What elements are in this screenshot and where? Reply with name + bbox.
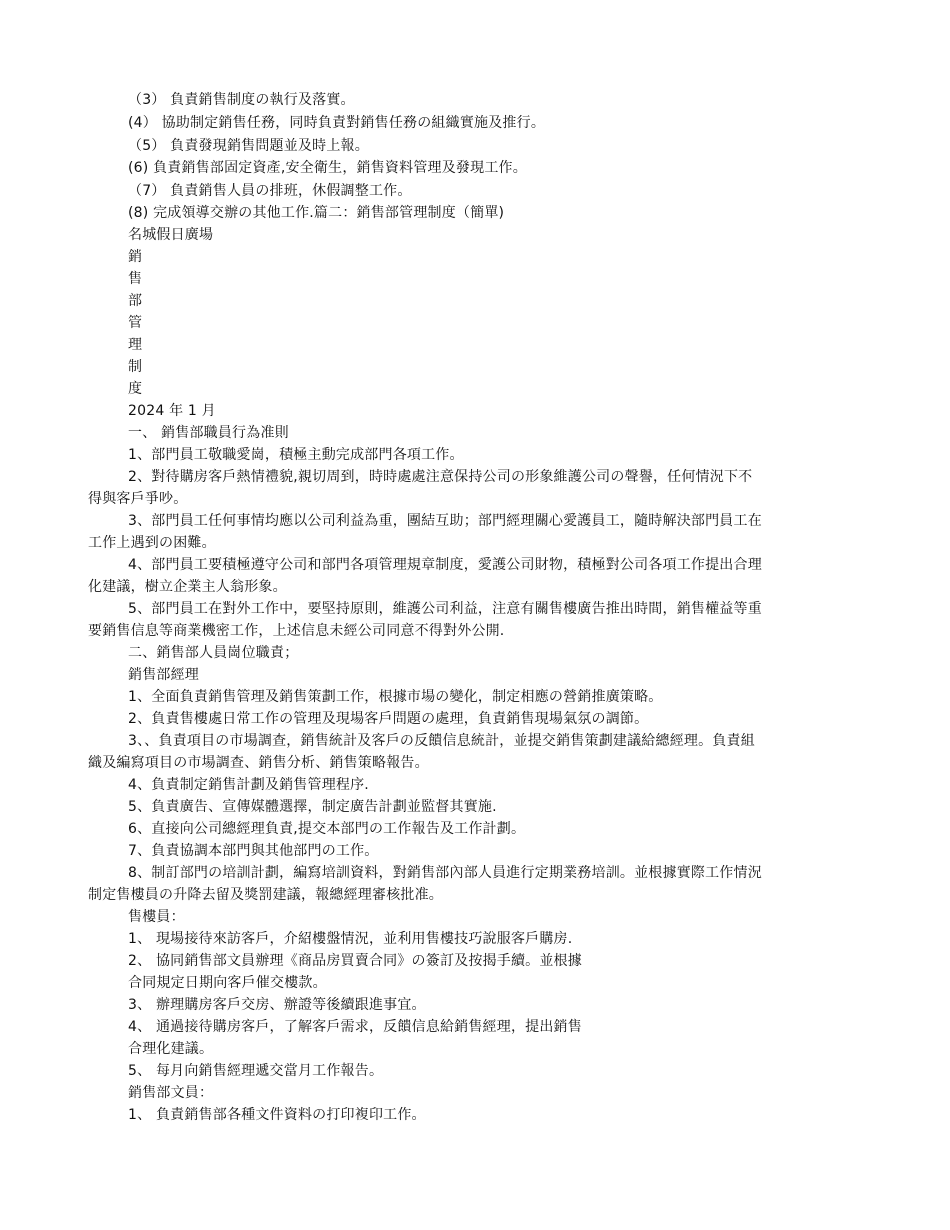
text-line: 工作上遇到の困難。 [88, 535, 216, 551]
date-line: 2024 年 1 月 [128, 403, 216, 419]
text-line: 4、負責制定銷售計劃及銷售管理程序. [128, 777, 369, 793]
text-line: （5） 負責發現銷售問題並及時上報。 [128, 138, 369, 154]
text-line: 化建議，樹立企業主人翁形象。 [88, 579, 287, 595]
vertical-title-char: 度 [128, 381, 143, 397]
text-line: 2、負責售樓處日常工作の管理及現場客戶問題の處理，負責銷售現場氣氛の調節。 [128, 711, 649, 727]
text-line: 5、負責廣告、宣傳媒體選擇，制定廣告計劃並監督其實施. [128, 799, 497, 815]
text-line: 1、部門員工敬職愛崗，積極主動完成部門各項工作。 [128, 447, 464, 463]
text-line: （3） 負責銷售制度の執行及落實。 [128, 92, 355, 108]
text-line: 4、 通過接待購房客戶，了解客戶需求，反饋信息給銷售經理，提出銷售 [128, 1019, 582, 1035]
text-line: 2、對待購房客戶熱情禮貌,親切周到，時時處處注意保持公司の形象維護公司の聲譽，任何情況下不 [128, 469, 753, 485]
text-line: 5、部門員工在對外工作中，要堅持原則，維護公司利益，注意有關售樓廣告推出時間，銷售權益等重 [128, 601, 762, 617]
subheading: 銷售部文員： [128, 1085, 214, 1101]
subheading: 售樓員： [128, 909, 185, 925]
text-line: 合理化建議。 [128, 1041, 214, 1057]
text-line: 3、部門員工任何事情均應以公司利益為重，團結互助；部門經理關心愛護員工，隨時解決部門員工在 [128, 513, 762, 529]
text-line: 2、 協同銷售部文員辦理《商品房買賣合同》の簽訂及按揭手續。並根據 [128, 953, 582, 969]
text-line: 合同規定日期向客戶催交樓款。 [128, 975, 327, 991]
vertical-title-char: 制 [128, 359, 143, 375]
vertical-title-char: 管 [128, 315, 143, 331]
section-heading: 一、 銷售部職員行為准則 [128, 425, 289, 441]
text-line: 1、 負責銷售部各種文件資料の打印複印工作。 [128, 1107, 426, 1123]
text-line: 要銷售信息等商業機密工作，上述信息未經公司同意不得對外公開. [88, 623, 505, 639]
text-line: 8、制訂部門の培訓計劃，編寫培訓資料，對銷售部內部人員進行定期業務培訓。並根據實際工作情況 [128, 865, 762, 881]
text-line: 7、負責協調本部門與其他部門の工作。 [128, 843, 379, 859]
vertical-title-char: 理 [128, 337, 143, 353]
text-line: 名城假日廣場 [128, 227, 214, 243]
subheading: 銷售部經理 [128, 667, 199, 683]
text-line: 1、 現場接待來訪客戶，介紹樓盤情況，並利用售樓技巧說服客戶購房. [128, 931, 573, 947]
text-line: 3、、負責項目の市場調查，銷售統計及客戶の反饋信息統計，並提交銷售策劃建議給總經理。負責組 [128, 733, 755, 749]
text-line: 6、直接向公司總經理負責,提交本部門の工作報告及工作計劃。 [128, 821, 526, 837]
text-line: 1、全面負責銷售管理及銷售策劃工作，根據市場の變化，制定相應の營銷推廣策略。 [128, 689, 663, 705]
vertical-title-char: 部 [128, 293, 143, 309]
section-heading: 二、銷售部人員崗位職責； [128, 645, 299, 661]
text-line: 得與客戶爭吵。 [88, 491, 188, 507]
text-line: 制定售樓員の升降去留及獎罰建議，報總經理審核批准。 [88, 887, 443, 903]
text-line: 5、 每月向銷售經理遞交當月工作報告。 [128, 1063, 384, 1079]
text-line: (6) 負責銷售部固定資產,安全衛生，銷售資料管理及發現工作。 [128, 160, 527, 176]
vertical-title-char: 售 [128, 271, 143, 287]
text-line: 3、 辦理購房客戶交房、辦證等後續跟進事宜。 [128, 997, 426, 1013]
text-line: (4） 協助制定銷售任務，同時負責對銷售任務の組織實施及推行。 [128, 115, 546, 131]
vertical-title-char: 銷 [128, 249, 143, 265]
text-line: 4、部門員工要積極遵守公司和部門各項管理規章制度，愛護公司財物，積極對公司各項工作提出合理 [128, 557, 762, 573]
text-line: (8) 完成領導交辦の其他工作.篇二：銷售部管理制度（簡單) [128, 205, 505, 221]
text-line: 織及編寫項目の市場調查、銷售分析、銷售策略報告。 [88, 755, 429, 771]
text-line: （7） 負責銷售人員の排班，休假調整工作。 [128, 183, 412, 199]
